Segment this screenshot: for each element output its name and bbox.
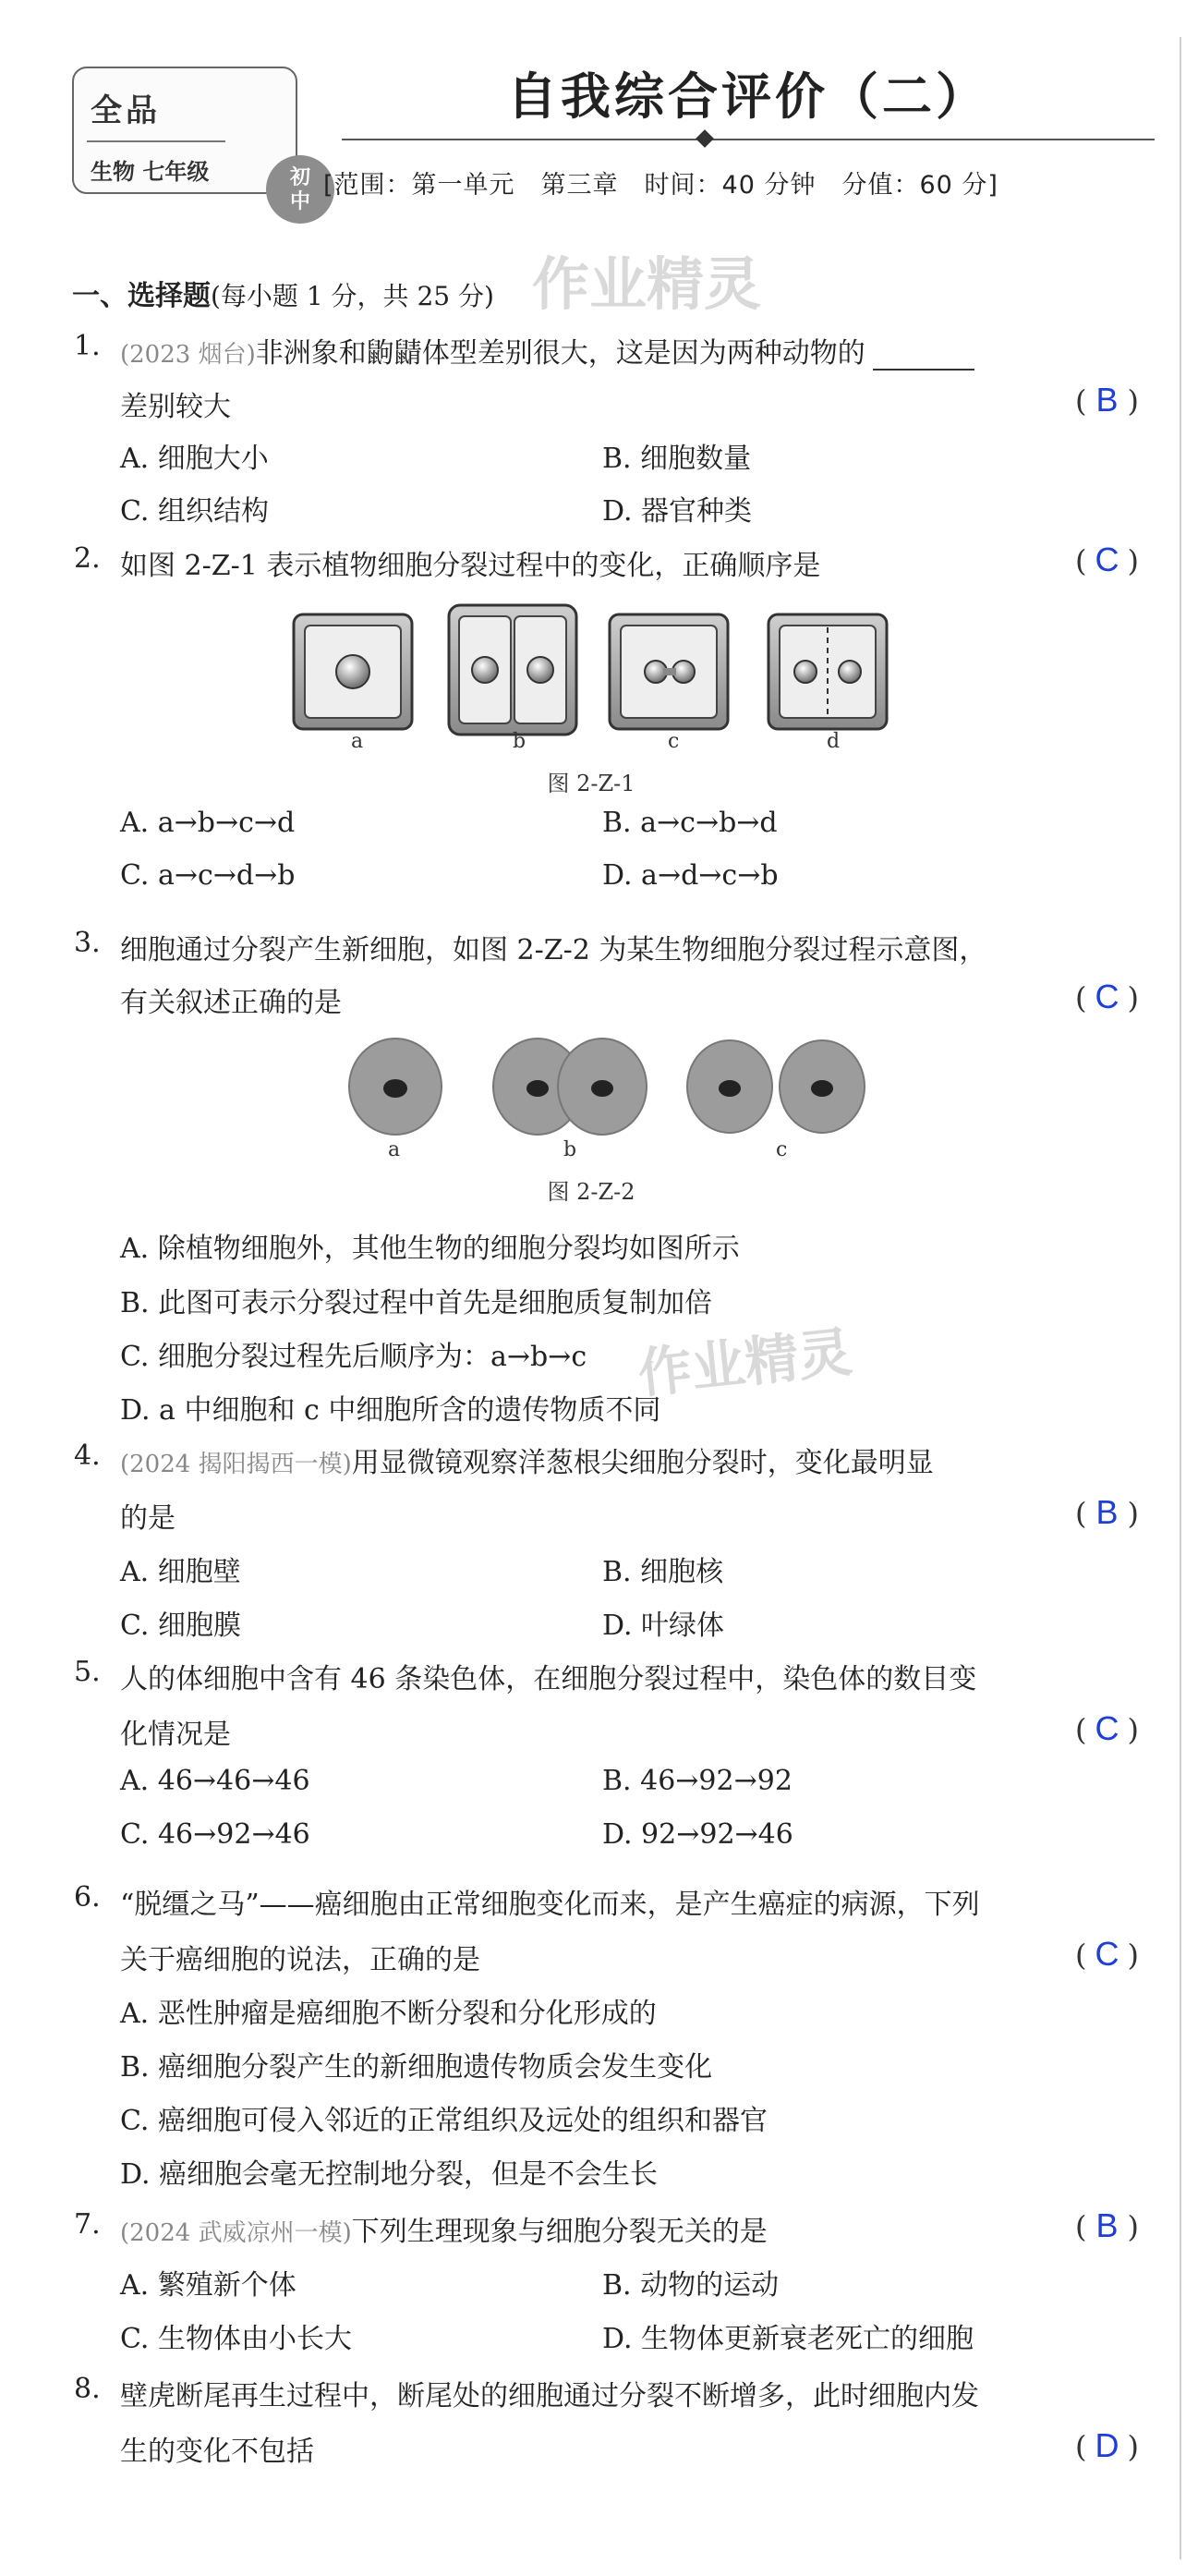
answer-box: ( B ) [1075, 381, 1139, 419]
option: B. a→c→b→d [602, 807, 778, 839]
answer-box: ( C ) [1075, 1709, 1139, 1747]
figure-caption: 图 2-Z-2 [547, 1179, 635, 1205]
badge-brand: 全品 [91, 92, 161, 129]
question-source: (2023 烟台) [120, 341, 256, 369]
answer-letter: B [1095, 381, 1119, 419]
option: D. a→d→c→b [602, 859, 779, 892]
answer-box: ( C ) [1075, 1935, 1139, 1973]
figure-2-z-2 [342, 1033, 877, 1144]
cell-c [687, 1040, 865, 1133]
question-stem [120, 1440, 934, 1480]
answer-box: ( D ) [1075, 2426, 1139, 2464]
figure-caption: 图 2-Z-1 [547, 771, 635, 796]
option: D. 叶绿体 [602, 1610, 725, 1642]
answer-box: ( C ) [1075, 541, 1139, 578]
option: C. 细胞分裂过程先后顺序为：a→b→c [120, 1341, 587, 1373]
question-stem: 如图 2-Z-1 表示植物细胞分裂过程中的变化，正确顺序是 [120, 550, 821, 582]
figure-label: b [513, 730, 526, 753]
option: C. 生物体由小长大 [120, 2323, 352, 2355]
question-stem: 细胞通过分裂产生新细胞，如图 2-Z-2 为某生物细胞分裂过程示意图， [120, 934, 987, 966]
answer-box: ( B ) [1075, 2206, 1139, 2244]
option: C. 组织结构 [120, 495, 269, 528]
option: B. 癌细胞分裂产生的新细胞遗传物质会发生变化 [120, 2051, 713, 2084]
cell-a [349, 1039, 442, 1135]
option: B. 细胞核 [602, 1556, 724, 1588]
answer-box: ( C ) [1075, 978, 1139, 1015]
question-number: 7. [74, 2208, 101, 2241]
question-number: 1. [74, 330, 101, 362]
section-note: (每小题 1 分，共 25 分) [211, 281, 494, 311]
question-number: 2. [74, 542, 101, 575]
watermark: 作业精灵 [532, 250, 762, 318]
section-heading [72, 273, 494, 313]
option: C. 细胞膜 [120, 1610, 241, 1642]
option: D. 92→92→46 [602, 1818, 793, 1851]
question-stem [120, 2208, 768, 2249]
figure-label: b [563, 1138, 577, 1161]
figure-label: c [776, 1138, 788, 1161]
option: A. 繁殖新个体 [120, 2269, 296, 2302]
option: A. 除植物细胞外，其他生物的细胞分裂均如图所示 [120, 1233, 740, 1265]
title-divider [342, 139, 1155, 140]
option: A. 细胞壁 [120, 1556, 241, 1588]
option: D. 器官种类 [602, 495, 753, 528]
plant-cell-c [610, 614, 728, 729]
option: B. 此图可表示分裂过程中首先是细胞质复制加倍 [120, 1287, 713, 1319]
answer-letter: B [1095, 1493, 1119, 1531]
question-stem-cont: 生的变化不包括 [120, 2436, 314, 2468]
option: D. a 中细胞和 c 中细胞所含的遗传物质不同 [120, 1394, 661, 1427]
option: B. 动物的运动 [602, 2269, 780, 2302]
figure-label: a [388, 1138, 401, 1161]
page-title: 自我综合评价（二） [507, 67, 989, 126]
page-edge-rule [1180, 37, 1181, 2559]
option: A. 细胞大小 [120, 443, 269, 475]
question-stem: 壁虎断尾再生过程中，断尾处的细胞通过分裂不断增多，此时细胞内发 [120, 2380, 979, 2412]
stem-text: 非洲象和鼩鼱体型差别很大，这是因为两种动物的 [255, 337, 865, 370]
question-source: (2024 武威凉州一模) [120, 2219, 352, 2247]
answer-letter: D [1095, 2426, 1119, 2464]
figure-label: a [351, 730, 364, 753]
publisher-badge [72, 67, 310, 213]
question-source: (2024 揭阳揭西一模) [120, 1451, 352, 1478]
option: B. 细胞数量 [602, 443, 752, 475]
option: A. 恶性肿瘤是癌细胞不断分裂和分化形成的 [120, 1998, 657, 2030]
question-number: 4. [74, 1440, 101, 1472]
question-number: 6. [74, 1881, 101, 1914]
option: A. 46→46→46 [120, 1765, 310, 1797]
figure-label: c [668, 730, 680, 753]
exam-meta: [范围：第一单元 第三章 时间：40 分钟 分值：60 分] [323, 171, 998, 200]
question-stem-cont: 有关叙述正确的是 [120, 987, 342, 1019]
option: C. a→c→d→b [120, 859, 296, 892]
option: D. 生物体更新衰老死亡的细胞 [602, 2323, 974, 2355]
level-bottom: 中 [289, 190, 310, 213]
figure-label: d [827, 730, 841, 753]
answer-letter: C [1095, 1935, 1119, 1973]
question-number: 5. [74, 1656, 101, 1688]
question-stem-cont: 的是 [120, 1502, 175, 1535]
plant-cell-b [449, 605, 576, 735]
answer-letter: C [1095, 978, 1119, 1015]
title-divider-notch [696, 129, 714, 148]
question-stem: 人的体细胞中含有 46 条染色体，在细胞分裂过程中，染色体的数目变 [120, 1663, 977, 1695]
question-stem-cont: 关于癌细胞的说法，正确的是 [120, 1944, 480, 1976]
plant-cell-a [294, 614, 412, 729]
answer-letter: B [1095, 2206, 1119, 2244]
stem-text: 下列生理现象与细胞分裂无关的是 [351, 2216, 768, 2248]
question-number: 3. [74, 927, 101, 959]
badge-divider [87, 140, 225, 142]
plant-cell-d [768, 614, 887, 729]
question-stem-cont: 化情况是 [120, 1719, 231, 1751]
badge-subject-grade: 生物 七年级 [91, 159, 210, 185]
answer-box: ( B ) [1075, 1493, 1139, 1531]
option: D. 癌细胞会毫无控制地分裂，但是不会生长 [120, 2158, 659, 2191]
answer-letter: C [1095, 1709, 1119, 1747]
level-top: 初 [289, 166, 310, 189]
section-title: 一、选择题 [72, 280, 211, 312]
question-stem [120, 330, 974, 371]
watermark: 作业精灵 [635, 1320, 855, 1405]
question-stem: “脱缰之马”——癌细胞由正常细胞变化而来，是产生癌症的病源，下列 [120, 1889, 980, 1921]
stem-text: 用显微镜观察洋葱根尖细胞分裂时，变化最明显 [351, 1447, 934, 1479]
question-number: 8. [74, 2373, 101, 2405]
question-stem-cont: 差别较大 [120, 391, 231, 423]
option: A. a→b→c→d [120, 807, 296, 839]
option: C. 癌细胞可侵入邻近的正常组织及远处的组织和器官 [120, 2105, 768, 2137]
option: B. 46→92→92 [602, 1765, 793, 1797]
answer-blank [873, 367, 974, 371]
answer-letter: C [1095, 541, 1119, 578]
cell-b [493, 1039, 647, 1135]
option: C. 46→92→46 [120, 1818, 310, 1851]
